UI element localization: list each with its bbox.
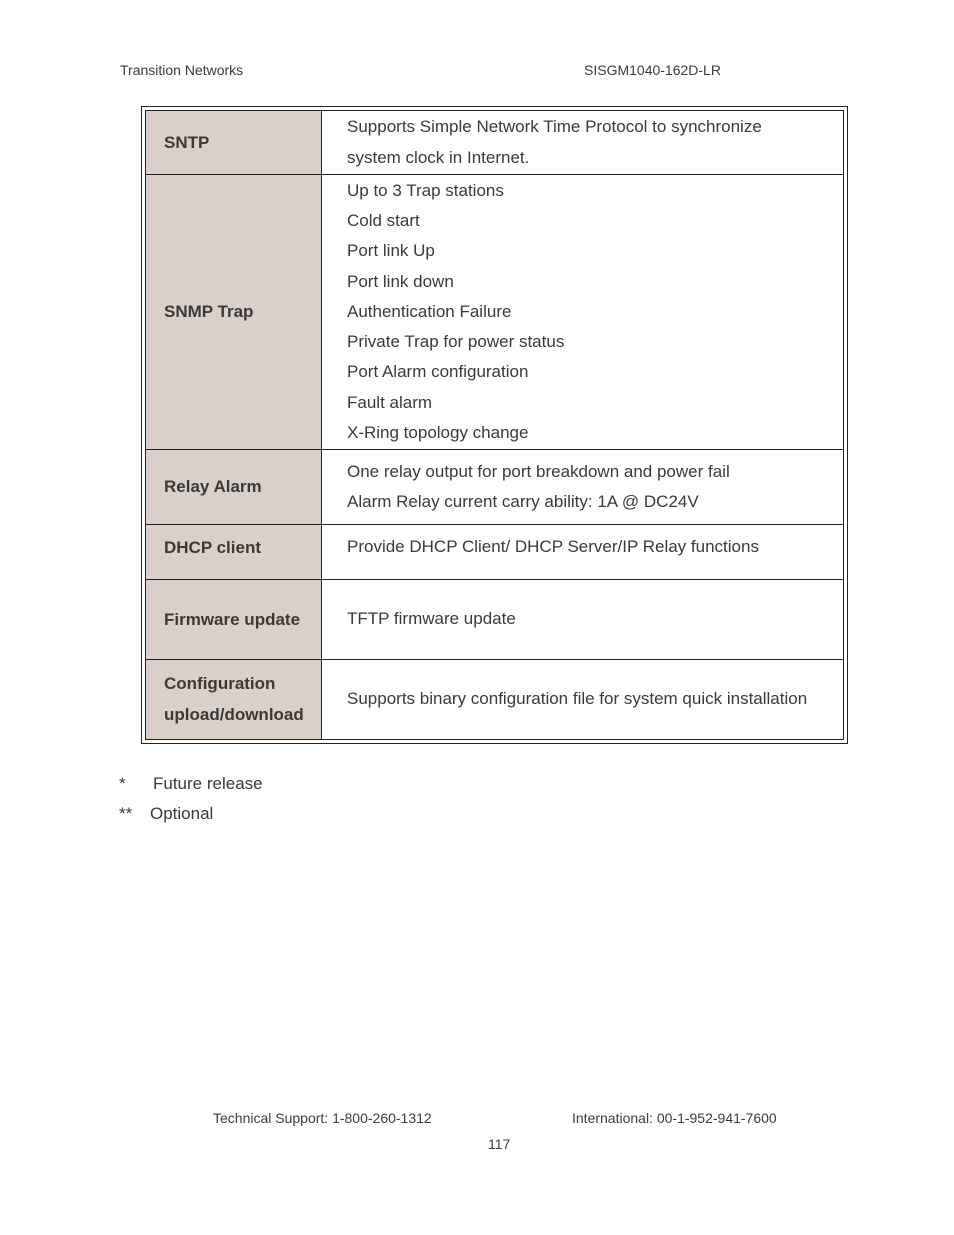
description-line: Supports binary configuration file for system quick installation — [347, 689, 808, 709]
description-line: Authentication Failure — [347, 301, 512, 321]
row-label: SNTP — [146, 111, 322, 175]
description-line: X-Ring topology change — [347, 423, 529, 443]
header-company: Transition Networks — [120, 62, 244, 78]
label-line: upload/download — [164, 704, 304, 724]
description-line: Port link down — [347, 271, 454, 291]
page-number: 117 — [488, 1136, 511, 1152]
description-line: Fault alarm — [347, 392, 433, 412]
label-line: Configuration — [164, 674, 276, 694]
description-line: Cold start — [347, 210, 420, 230]
footnote-future-release — [119, 772, 263, 802]
description-line: Port Alarm configuration — [347, 362, 529, 382]
description-line: TFTP firmware update — [347, 609, 516, 629]
spec-table — [145, 110, 844, 740]
row-label: SNMP Trap — [146, 175, 322, 450]
description-line: Port link Up — [347, 241, 435, 261]
row-description — [322, 111, 844, 175]
table-row — [146, 660, 844, 740]
description-line: Up to 3 Trap stations — [347, 180, 504, 200]
table-row — [146, 175, 844, 450]
row-label: Relay Alarm — [146, 450, 322, 525]
description-line: Alarm Relay current carry ability: 1A @ DC24V — [347, 492, 699, 511]
row-description — [322, 580, 844, 660]
row-description — [322, 525, 844, 580]
description-line: system clock in Internet. — [347, 147, 530, 167]
row-description — [322, 660, 844, 740]
description-line: Private Trap for power status — [347, 332, 565, 352]
description-line: Supports Simple Network Time Protocol to synchronize — [347, 117, 762, 137]
row-description — [322, 450, 844, 525]
footnote-mark: * — [119, 774, 126, 793]
footnote-text: Future release — [153, 774, 263, 793]
description-line: Provide DHCP Client/ DHCP Server/IP Relay functions — [347, 537, 759, 556]
row-description — [322, 175, 844, 450]
row-label — [146, 660, 322, 740]
row-label: DHCP client — [146, 525, 322, 580]
table-row — [146, 111, 844, 175]
table-row — [146, 450, 844, 525]
footnote-text: Optional — [150, 804, 214, 823]
table-row — [146, 580, 844, 660]
footnote-mark: ** — [119, 804, 133, 823]
table-row — [146, 525, 844, 580]
footnotes — [119, 772, 263, 832]
row-label: Firmware update — [146, 580, 322, 660]
header-model: SISGM1040-162D-LR — [584, 62, 721, 78]
description-line: One relay output for port breakdown and power fail — [347, 461, 730, 481]
footnote-optional — [119, 802, 263, 832]
spec-table-frame — [141, 106, 848, 744]
footer-technical-support: Technical Support: 1-800-260-1312 — [213, 1110, 432, 1126]
footer-international: International: 00-1-952-941-7600 — [572, 1110, 777, 1126]
